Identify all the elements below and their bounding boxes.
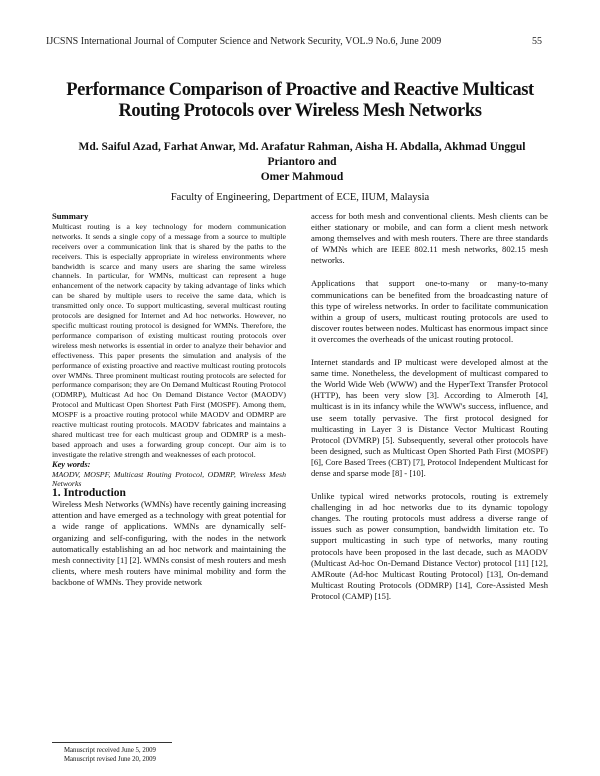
- footnotes: [64, 746, 156, 764]
- section-heading-introduction: 1. Introduction: [52, 487, 126, 500]
- introduction-text: Wireless Mesh Networks (WMNs) have recently gaining increasing attention and have emerged as a technology with great potential for a wide range of applications. WMNs are dynamically self-organizing and self-configuring, with the nodes in the network automatically establishing an ad hoc network and maintaining the mesh connectivity [1] [2]. WMNs consist of mesh routers and mesh clients, where mesh routers have minimal mobility and form the backbone of WMNs. They provide network: [52, 499, 286, 587]
- summary-text: Multicast routing is a key technology for modern communication networks. It sends a single copy of a message from a source to multiple receivers over a communication link that is shared by the paths to the receivers. This is especially appropriate in wireless environments where bandwidth is scarce and many users are sharing the same wireless channels. In particular, for WMNs, multicast can represent a huge enhancement of the network capacity by taking advantage of links which can be shared by multiple users to receive the same data, which is transmitted only once. To support multicasting, several multicast routing protocols are designed for Internet and Ad hoc networks. However, no specific multicast routing protocol is designed for WMNs. Therefore, the performance comparison of existing multicast routing protocols over wireless mesh networks is essential in order to analyze their behavior and effectiveness. This paper presents the simulation and analysis of the performance of existing proactive and reactive multicast routing protocols over WMNs. Three prominent multicast routing protocols are selected for performance comparison; they are On Demand Multicast Routing Protocol (ODMRP), Multicast Ad hoc On Demand Distance Vector (MAODV) Protocol and Multicast Open Shortest Path First (MOSPF). Among them, MOSPF is a proactive routing protocol while MAODV and ODMRP are reactive multicast routing protocols. MAODV fabricates and maintains a shared multicast tree for each multicast group and ODMRP is a mesh-based approach and uses a forwarding group concept. Our aim is to investigate the relative strength and weaknesses of each protocol.: [52, 221, 286, 459]
- title-line-1: Performance Comparison of Proactive and Reactive Multicast: [66, 80, 534, 100]
- authors-line-2: Omer Mahmoud: [260, 171, 344, 183]
- right-column: [311, 211, 548, 602]
- right-paragraph-1: access for both mesh and conventional clients. Mesh clients can be either stationary or mobile, and can form a client mesh network among themselves and with mesh routers. There are three standards of WMNs which are IEEE 802.11 mesh networks, 802.15 mesh networks.: [311, 211, 548, 266]
- authors-line-1: Md. Saiful Azad, Farhat Anwar, Md. Arafatur Rahman, Aisha H. Abdalla, Akhmad Unggul Priantoro and: [78, 141, 526, 168]
- summary-heading: Summary: [52, 211, 89, 221]
- keywords-heading: Key words:: [52, 459, 91, 469]
- footnote-revised: Manuscript revised June 20, 2009: [64, 756, 156, 763]
- author-list: [60, 140, 544, 185]
- right-paragraph-4: Unlike typical wired networks protocols, routing is extremely challenging in ad hoc networks due to its dynamic topology changes. The routing protocols must address a diverse range of issues such as power consumption, bandwidth limitation etc. To support multicasting in such type of networks, many routing protocols have been proposed in the last decade, such as MAODV (Multicast Ad-hoc On-Demand Distance Vector) protocol [11] [12], AMRoute (Ad-hoc Multicast Routing Protocol) [13], On-demand Multicast Routing Protocols (ODMRP) [14], Core-Assisted Mesh Protocol (CAMP) [15].: [311, 491, 548, 601]
- title-line-2: Routing Protocols over Wireless Mesh Networks: [118, 101, 482, 121]
- page-number: 55: [532, 36, 542, 47]
- footnote-divider: [52, 742, 172, 743]
- footnote-received: Manuscript received June 5, 2009: [64, 747, 156, 754]
- journal-name: IJCSNS International Journal of Computer Science and Network Security, VOL.9 No.6, June 2009: [46, 36, 442, 47]
- left-column: [52, 212, 286, 588]
- keywords-text: MAODV, MOSPF, Multicast Routing Protocol, ODMRP, Wireless Mesh Networks: [52, 469, 286, 489]
- paper-title: [0, 80, 600, 122]
- affiliation: Faculty of Engineering, Department of ECE, IIUM, Malaysia: [170, 192, 430, 203]
- right-paragraph-2: Applications that support one-to-many or many-to-many communications can be benefited from the broadcasting nature of this type of wireless networks. In order to facilitate communication within a group of users, multicast routing protocols are used to discover routes between nodes. Multicast has enormous impact since it overcomes the overheads of the unicast routing protocol.: [311, 278, 548, 344]
- right-paragraph-3: Internet standards and IP multicast were developed almost at the same time. Nonetheless, the development of multicast compared to the World Wide Web (WWW) and the HyperText Transfer Protocol (HTTP), has been very slow [3]. According to Almeroth [4], multicast is in its infancy while the WWW's success, influence, and use seem totally pervasive. The first protocol designed for multicasting in Layer 3 is Distance Vector Multicast Routing Protocol (DVMRP) [5]. Subsequently, several other protocols have been designed, such as Multicast Open Shorted Path First (MOSPF) [6], Core Based Trees (CBT) [7], Protocol Independent Multicast for dense and sparse mode [8] - [10].: [311, 357, 548, 478]
